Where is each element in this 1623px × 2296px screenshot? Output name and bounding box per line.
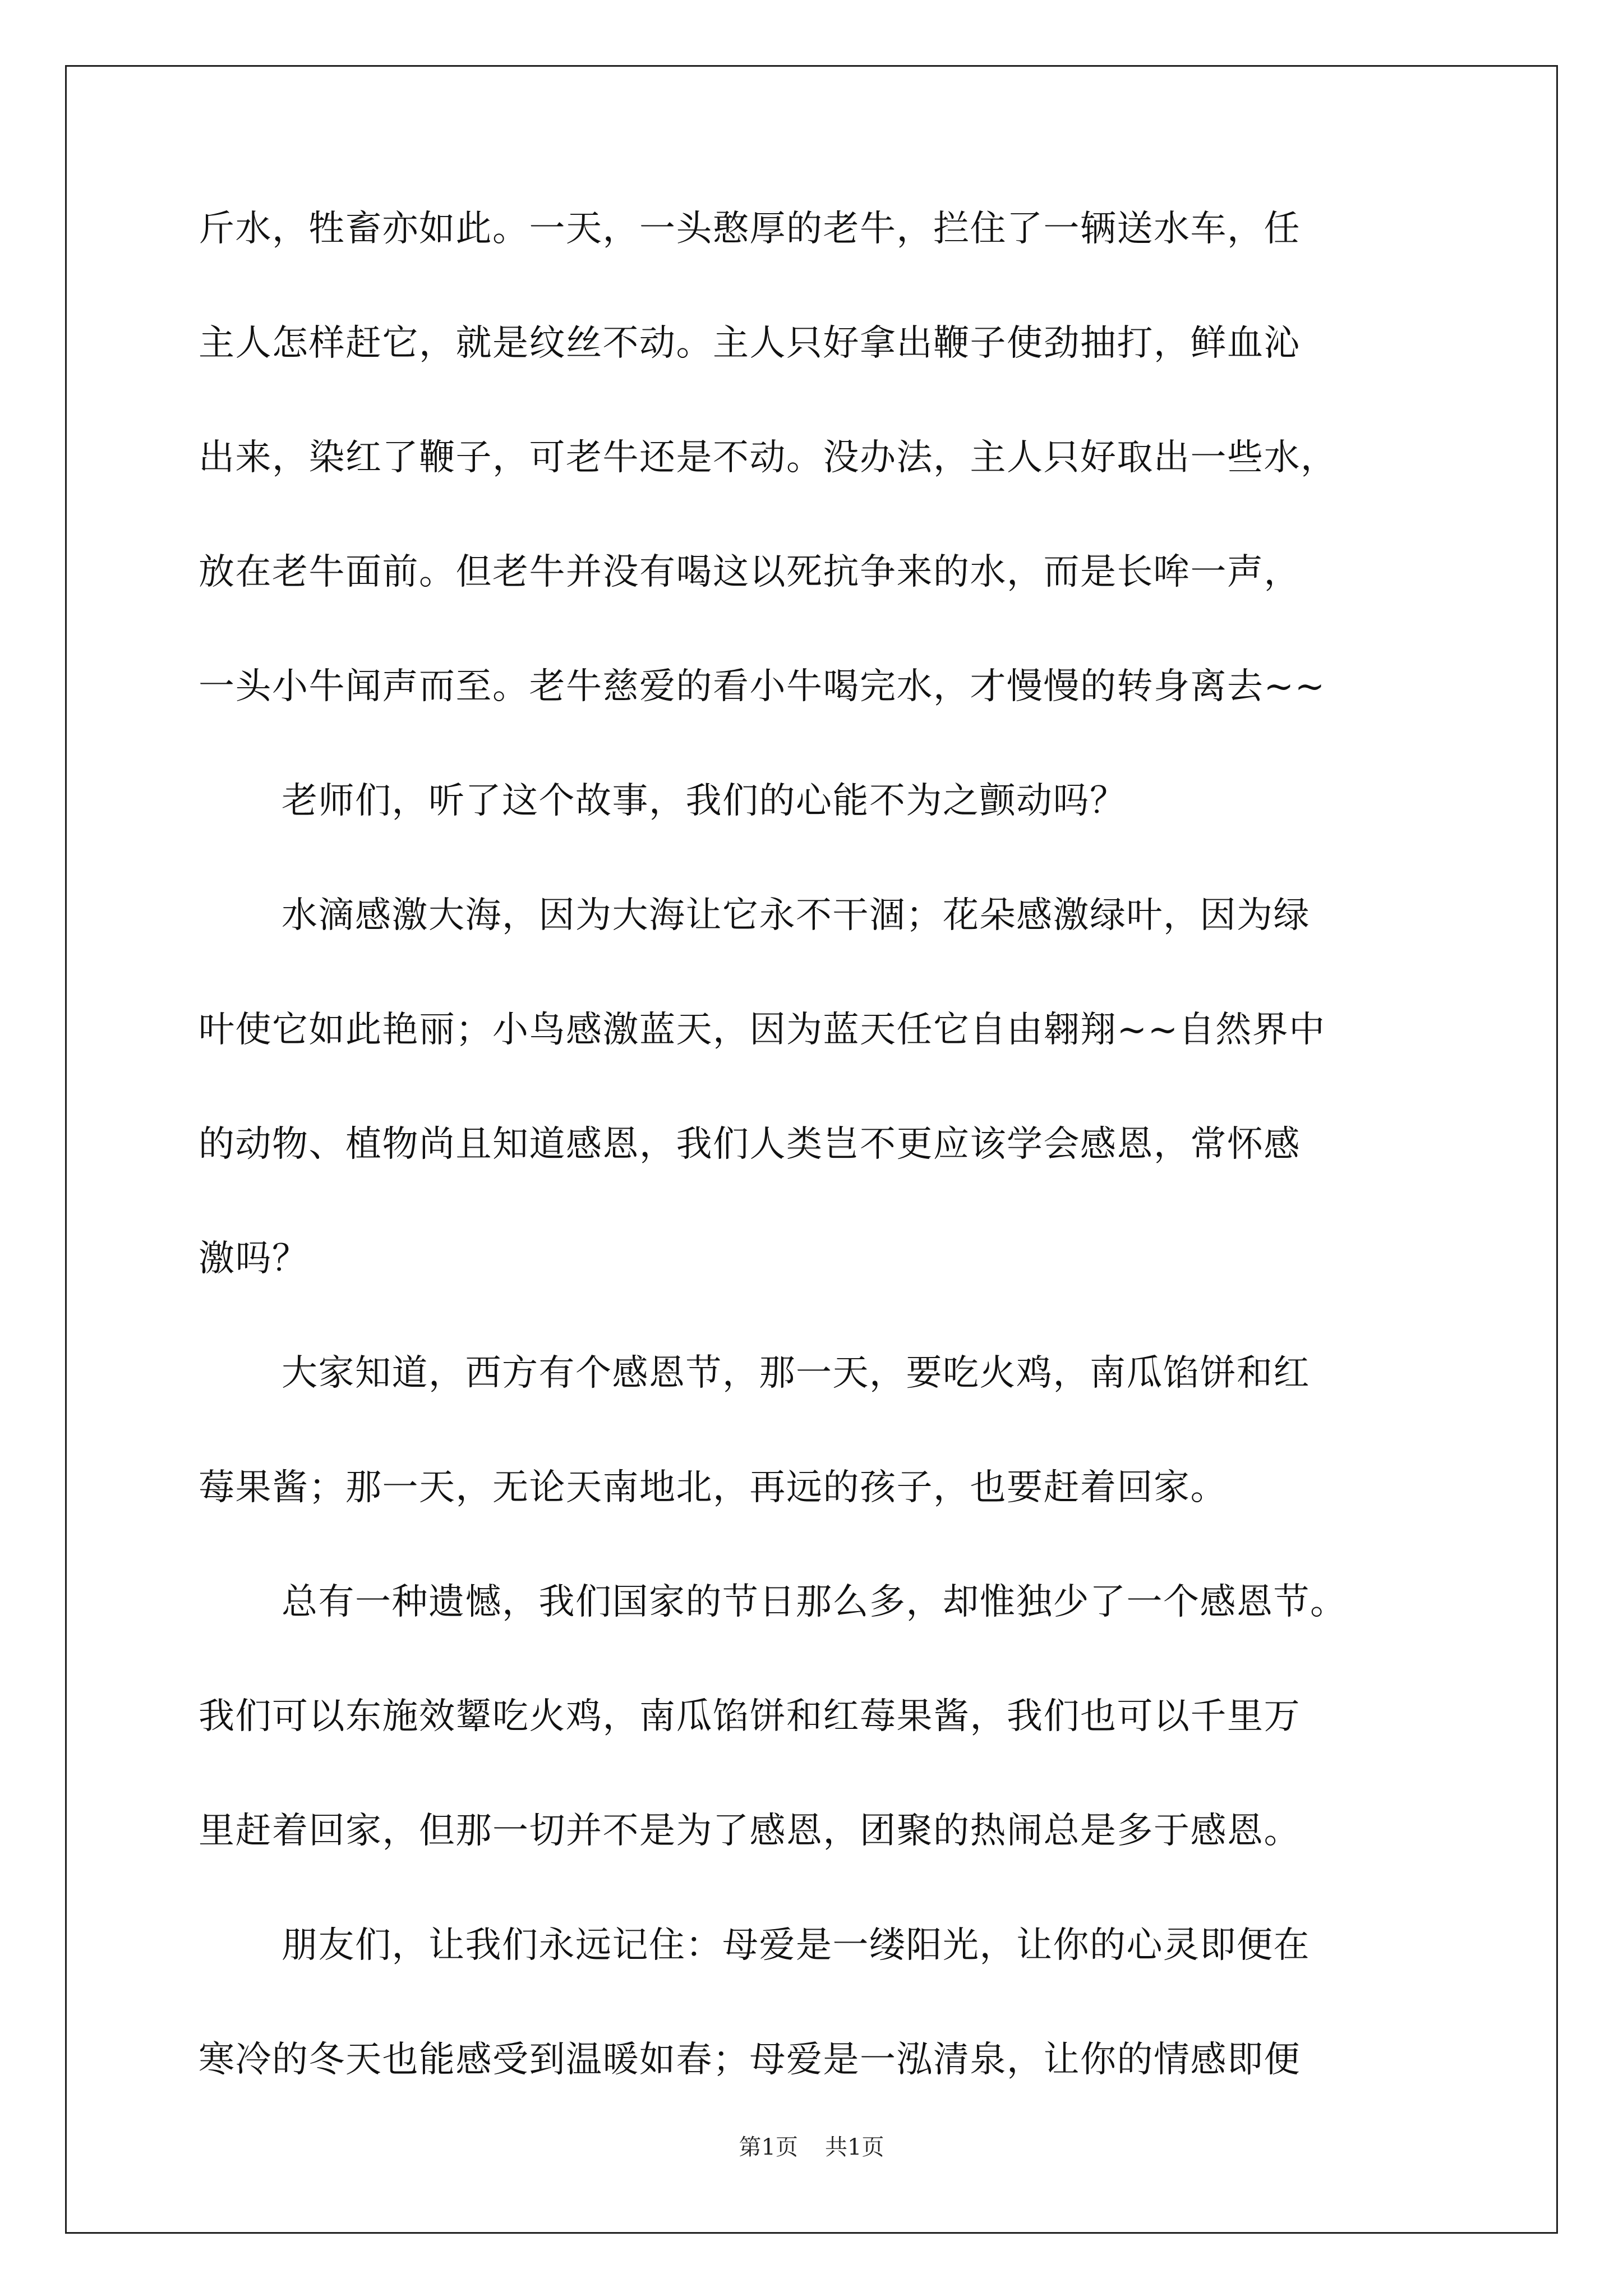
text-line: 老师们，听了这个故事，我们的心能不为之颤动吗？ xyxy=(282,780,1127,822)
text-line: 朋友们，让我们永远记住：母爱是一缕阳光，让你的心灵即便在 xyxy=(282,1925,1310,1966)
text-line: 主人怎样赶它，就是纹丝不动。主人只好拿出鞭子使劲抽打，鲜血沁 xyxy=(199,323,1301,364)
text-line: 叶使它如此艳丽；小鸟感激蓝天，因为蓝天任它自由翱翔~~自然界中 xyxy=(199,1009,1326,1051)
text-line: 里赶着回家，但那一切并不是为了感恩，团聚的热闹总是多于感恩。 xyxy=(199,1810,1301,1852)
page-number-label: 第1页 xyxy=(739,2134,798,2160)
page-total-label: 共1页 xyxy=(825,2134,884,2160)
text-line: 的动物、植物尚且知道感恩，我们人类岂不更应该学会感恩，常怀感 xyxy=(199,1124,1301,1165)
text-line: 莓果酱；那一天，无论天南地北，再远的孩子，也要赶着回家。 xyxy=(199,1467,1227,1508)
text-line: 大家知道，西方有个感恩节，那一天，要吃火鸡，南瓜馅饼和红 xyxy=(282,1352,1310,1394)
document-body xyxy=(199,209,1436,2154)
text-line: 放在老牛面前。但老牛并没有喝这以死抗争来的水，而是长哞一声， xyxy=(199,551,1301,593)
text-line: 水滴感激大海，因为大海让它永不干涸；花朵感激绿叶，因为绿 xyxy=(282,895,1310,936)
text-line: 寒冷的冬天也能感受到温暖如春；母爱是一泓清泉，让你的情感即便 xyxy=(199,2039,1301,2081)
text-line: 出来，染红了鞭子，可老牛还是不动。没办法，主人只好取出一些水， xyxy=(199,437,1338,478)
text-line: 我们可以东施效颦吃火鸡，南瓜馅饼和红莓果酱，我们也可以千里万 xyxy=(199,1696,1301,1737)
text-line: 斤水，牲畜亦如此。一天，一头憨厚的老牛，拦住了一辆送水车，任 xyxy=(199,208,1301,250)
text-line: 总有一种遗憾，我们国家的节日那么多，却惟独少了一个感恩节。 xyxy=(282,1581,1347,1623)
page-footer xyxy=(0,2135,1623,2160)
text-line: 一头小牛闻声而至。老牛慈爱的看小牛喝完水，才慢慢的转身离去~~ xyxy=(199,666,1326,707)
text-line: 激吗？ xyxy=(199,1238,309,1280)
